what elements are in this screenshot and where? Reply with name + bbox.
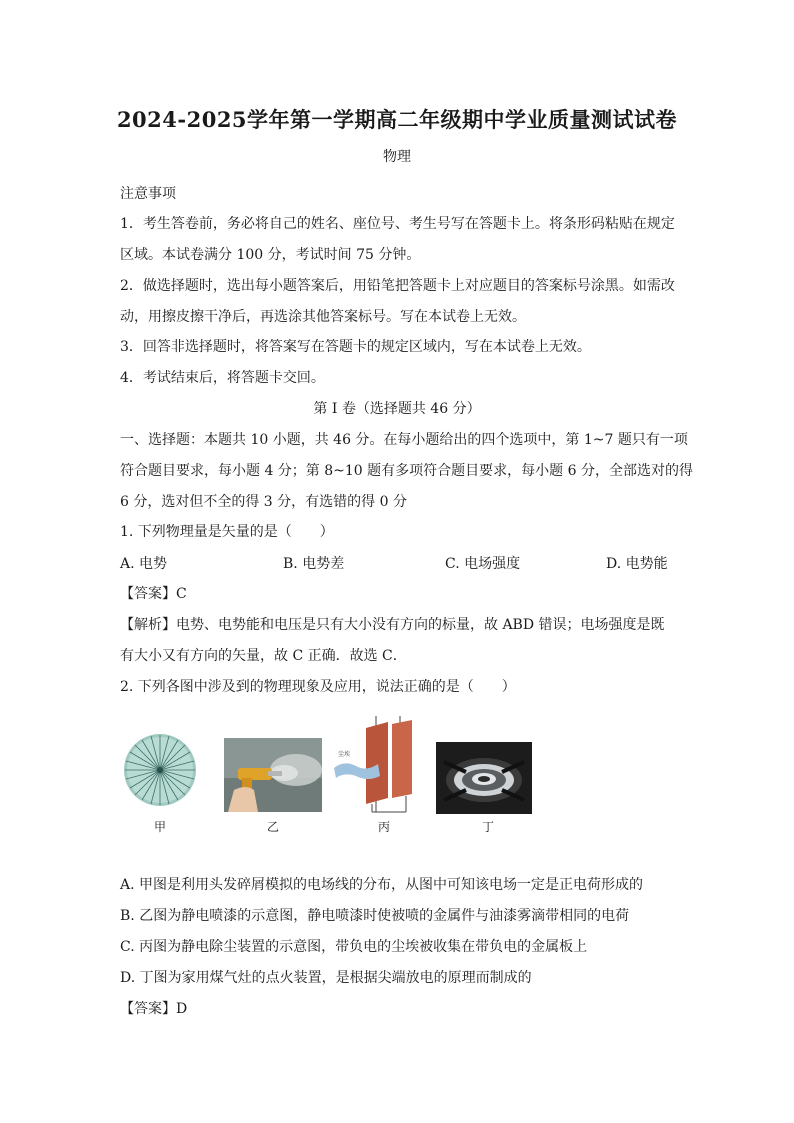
q2-option-d: D. 丁图为家用煤气灶的点火装置，是根据尖端放电的原理而制成的 [120,970,532,986]
q1-answer: 【答案】C [120,586,187,602]
notice-line: 1．考生答卷前，务必将自己的姓名、座位号、考生号写在答题卡上。将条形码粘贴在规定 [120,216,675,232]
notice-line: 区域。本试卷满分 100 分，考试时间 75 分钟。 [120,247,421,263]
notice-line: 动，用擦皮擦干净后，再选涂其他答案标号。写在本试卷上无效。 [120,309,526,325]
notice-line: 3．回答非选择题时，将答案写在答题卡的规定区域内，写在本试卷上无效。 [120,339,591,355]
field-lines-figure [122,732,198,808]
figure-label-bing: 丙 [377,820,390,834]
precipitator-figure [328,716,424,816]
gas-stove-figure [436,742,532,814]
section-intro-line: 符合题目要求，每小题 4 分；第 8~10 题有多项符合题目要求，每小题 6 分，全部选对的得 [120,463,693,479]
question-1-stem: 1. 下列物理量是矢量的是（ ） [120,524,334,540]
spray-gun-figure [224,738,322,812]
q2-option-c: C. 丙图为静电除尘装置的示意图，带负电的尘埃被收集在带负电的金属板上 [120,939,588,955]
q1-analysis-line: 有大小又有方向的矢量，故 C 正确．故选 C． [120,648,407,664]
notice-line: 2．做选择题时，选出每小题答案后，用铅笔把答题卡上对应题目的答案标号涂黑。如需改 [120,278,675,294]
section-intro-line: 一、选择题：本题共 10 小题，共 46 分。在每小题给出的四个选项中，第 1~7 题只有一项 [120,432,688,448]
q1-option-c: C. 电场强度 [445,556,521,572]
question-2-stem: 2. 下列各图中涉及到的物理现象及应用，说法正确的是（ ） [120,679,516,695]
exam-title: 2024-2025学年第一学期高二年级期中学业质量测试试卷 [116,107,678,132]
figure-label-yi: 乙 [266,820,279,834]
notice-heading: 注意事项 [120,186,176,202]
section-intro-line: 6 分，选对但不全的得 3 分，有选错的得 0 分 [120,494,407,510]
section-title: 第 I 卷（选择题共 46 分） [313,401,481,417]
q1-analysis-line: 【解析】电势、电势能和电压是只有大小没有方向的标量，故 ABD 错误；电场强度是既 [120,617,665,633]
exam-subject: 物理 [383,149,411,165]
dust-label: 尘埃 [338,751,351,758]
q1-option-a: A. 电势 [120,556,168,572]
q2-answer: 【答案】D [120,1001,188,1017]
notice-line: 4．考试结束后，将答题卡交回。 [120,370,325,386]
q2-option-a: A. 甲图是利用头发碎屑模拟的电场线的分布，从图中可知该电场一定是正电荷形成的 [120,877,644,893]
q2-option-b: B. 乙图为静电喷漆的示意图，静电喷漆时使被喷的金属件与油漆雾滴带相同的电荷 [120,908,630,924]
q1-option-b: B. 电势差 [283,556,345,572]
figure-label-ding: 丁 [481,820,494,834]
figure-label-jia: 甲 [153,820,166,834]
q1-option-d: D. 电势能 [606,556,668,572]
q2-figures [118,716,538,836]
